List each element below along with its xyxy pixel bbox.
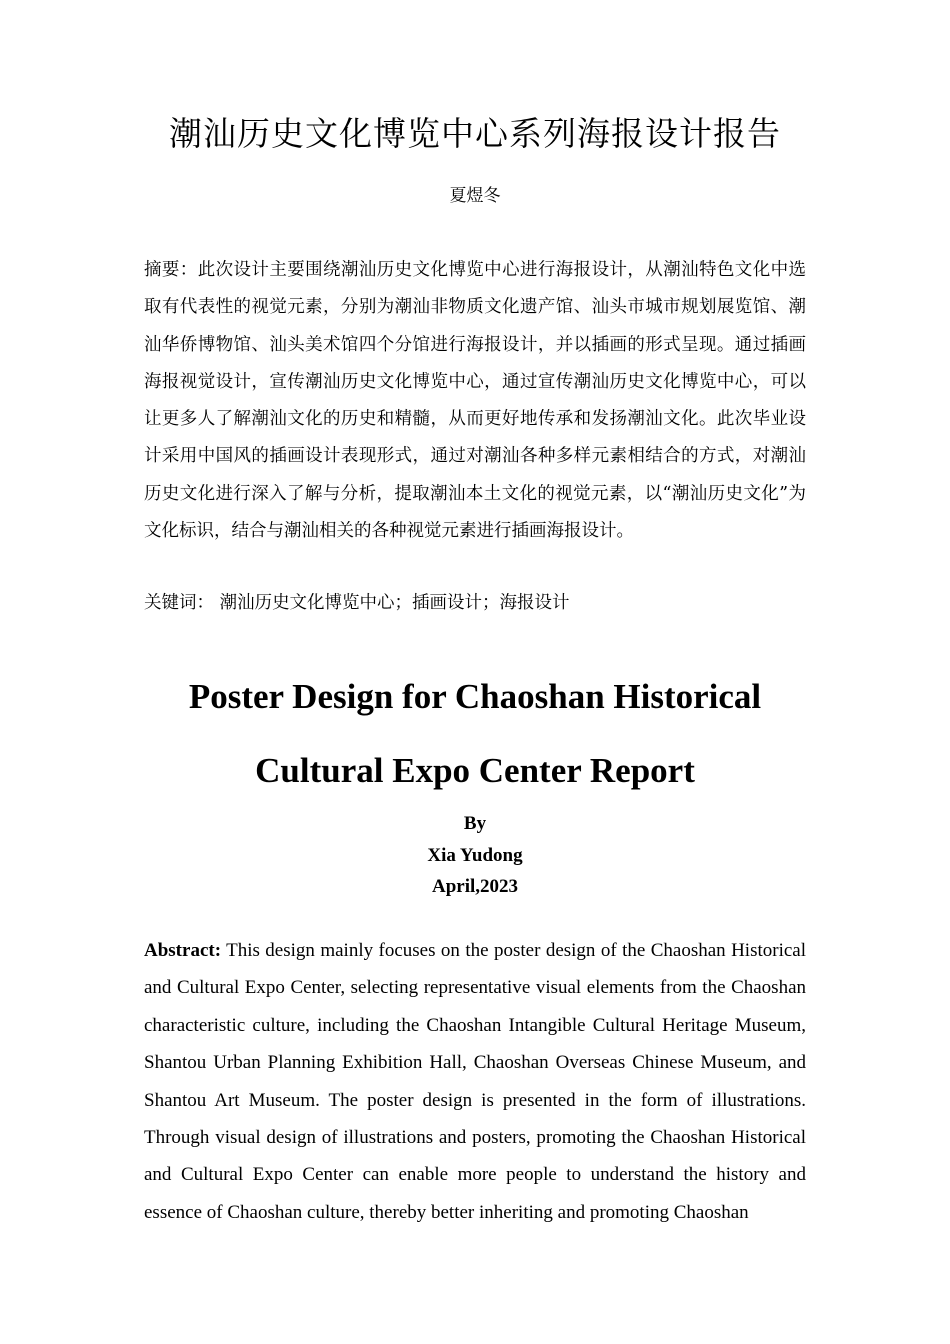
chinese-abstract-label: 摘要：: [144, 260, 198, 280]
chinese-keywords-label: 关键词：: [144, 593, 214, 613]
chinese-abstract: [144, 252, 806, 550]
english-abstract-label: Abstract:: [144, 940, 222, 961]
english-date: April,2023: [431, 876, 519, 897]
chinese-keywords: [144, 589, 806, 617]
english-title: [0, 660, 950, 808]
chinese-abstract-text: 此次设计主要围绕潮汕历史文化博览中心进行海报设计，从潮汕特色文化中选取有代表性的视觉元素，分别为潮汕非物质文化遗产馆、汕头市城市规划展览馆、潮汕华侨博物馆、汕头美术馆四个分馆进行海报设计，并以插画的形式呈现。通过插画海报视觉设计，宣传潮汕历史文化博览中心，通过宣传潮汕历史文化博览中心，可以让更多人了解潮汕文化的历史和精髓，从而更好地传承和发扬潮汕文化。此次毕业设计采用中国风的插画设计表现形式，通过对潮汕各种多样元素相结合的方式，对潮汕历史文化进行深入了解与分析，提取潮汕本土文化的视觉元素，以“潮汕历史文化”为文化标识，结合与潮汕相关的各种视觉元素进行插画海报设计。: [144, 260, 807, 542]
chinese-keywords-text: 潮汕历史文化博览中心；插画设计；海报设计: [214, 593, 570, 613]
chinese-author: 夏煜冬: [449, 186, 501, 206]
english-by: By: [463, 813, 487, 834]
english-byline: [0, 808, 950, 903]
english-title-line-2: Cultural Expo Center Report: [255, 751, 695, 790]
chinese-title: 潮汕历史文化博览中心系列海报设计报告: [169, 114, 781, 153]
english-title-line-1: Poster Design for Chaoshan Historical: [188, 677, 762, 716]
english-abstract-text: This design mainly focuses on the poster design of the Chaoshan Historical and Cultural Expo Center, selecting representative visual elements from the Chaoshan characteristic culture, including the Chaoshan Intangible Cultural Heritage Museum, Shantou Urban Planning Exhibition Hall, Chaoshan Overseas Chinese Museum, and Shantou Art Museum. The poster design is presented in the form of illustrations. Through visual design of illustrations and posters, promoting the Chaoshan Historical and Cultural Expo Center can enable more people to understand the history and essence of Chaoshan culture, thereby better inheriting and promoting Chaoshan: [144, 940, 806, 1223]
english-abstract: [144, 932, 806, 1231]
english-author: Xia Yudong: [427, 844, 523, 866]
